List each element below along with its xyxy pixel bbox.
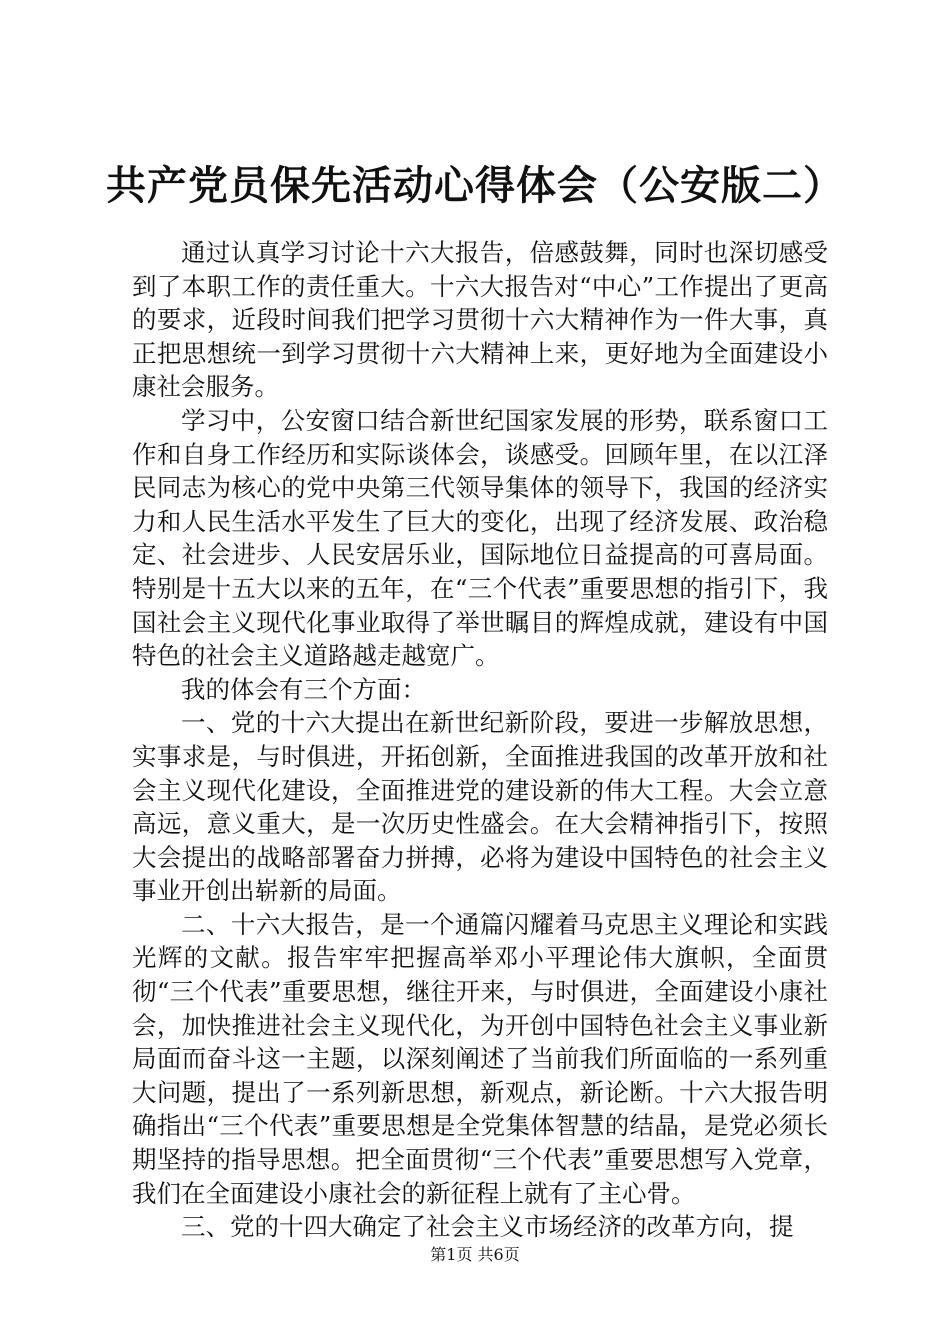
document-body [132,236,828,1244]
paragraph-2: 学习中，公安窗口结合新世纪国家发展的形势，联系窗口工作和自身工作经历和实际谈体会，谈感受。回顾年里，在以江泽民同志为核心的党中央第三代领导集体的领导下，我国的经济实力和人民生活水平发生了巨大的变化，出现了经济发展、政治稳定、社会进步、人民安居乐业，国际地位日益提高的可喜局面。特别是十五大以来的五年，在“三个代表”重要思想的指引下，我国社会主义现代化事业取得了举世瞩目的辉煌成就，建设有中国特色的社会主义道路越走越宽广。 [132,405,828,671]
page-footer: 第1页 共6页 [430,1245,520,1264]
paragraph-3: 我的体会有三个方面： [181,674,426,704]
paragraph-6: 三、党的十四大确定了社会主义市场经济的改革方向，提 [181,1212,794,1242]
document-title: 共产党员保先活动心得体会（公安版二） [106,162,844,209]
paragraph-1: 通过认真学习讨论十六大报告，倍感鼓舞，同时也深切感受到了本职工作的责任重大。十六大报告对“中心”工作提出了更高的要求，近段时间我们把学习贯彻十六大精神作为一件大事，真正把思想统一到学习贯彻十六大精神上来，更好地为全面建设小康社会服务。 [132,238,828,402]
paragraph-5: 二、十六大报告，是一个通篇闪耀着马克思主义理论和实践光辉的文献。报告牢牢把握高举邓小平理论伟大旗帜，全面贯彻“三个代表”重要思想，继往开来，与时俱进，全面建设小康社会，加快推进社会主义现代化，为开创中国特色社会主义事业新局面而奋斗这一主题，以深刻阐述了当前我们所面临的一系列重大问题，提出了一系列新思想，新观点，新论断。十六大报告明确指出“三个代表”重要思想是全党集体智慧的结晶，是党必须长期坚持的指导思想。把全面贯彻“三个代表”重要思想写入党章，我们在全面建设小康社会的新征程上就有了主心骨。 [132,909,828,1208]
paragraph-4: 一、党的十六大提出在新世纪新阶段，要进一步解放思想，实事求是，与时俱进，开拓创新，全面推进我国的改革开放和社会主义现代化建设，全面推进党的建设新的伟大工程。大会立意高远，意义重大，是一次历史性盛会。在大会精神指引下，按照大会提出的战略部署奋力拼搏，必将为建设中国特色的社会主义事业开创出崭新的局面。 [132,708,828,906]
